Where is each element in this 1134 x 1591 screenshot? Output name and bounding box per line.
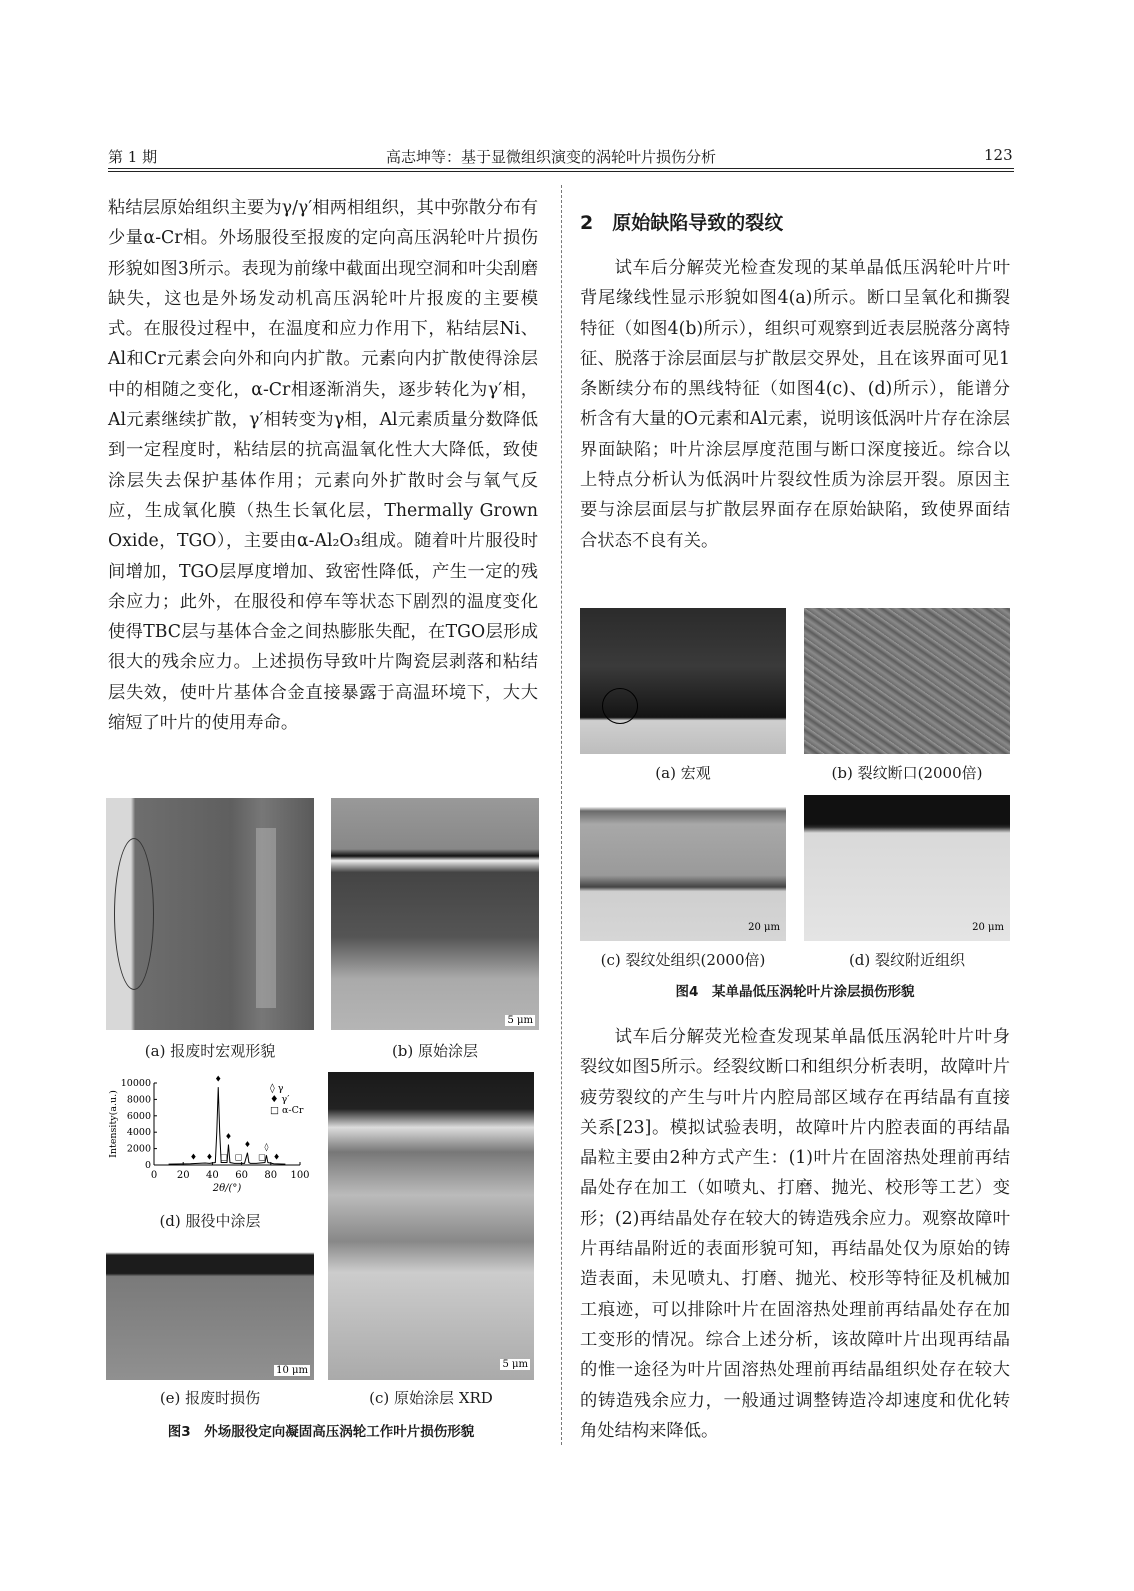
fig3c-scale-bar: 5 μm — [502, 1359, 528, 1370]
x-tick-label: 0 — [150, 1170, 158, 1181]
legend-entry: □ α-Cr — [270, 1105, 304, 1116]
y-axis-label: Intensity(a.u.) — [108, 1090, 119, 1158]
xrd-peak-marker: □ — [234, 1152, 243, 1162]
fig3e-caption: (e) 报废时损伤 — [159, 1389, 261, 1407]
y-tick-label: 0 — [144, 1160, 151, 1171]
y-tick-label: 2000 — [126, 1143, 151, 1155]
xrd-peak-marker: □ — [220, 1152, 228, 1162]
xrd-peak-marker: ♦ — [243, 1139, 252, 1149]
header-rule-thin — [108, 171, 1014, 172]
xrd-peak-marker: ◊ — [264, 1142, 269, 1152]
fig3a-macro-image — [106, 798, 314, 1030]
fig3e-damage-image — [106, 1238, 314, 1380]
fig3e-scale-bar: 10 μm — [276, 1365, 308, 1376]
legend-entry: ◊ γ — [270, 1083, 284, 1094]
x-tick-label: 80 — [264, 1170, 278, 1181]
xrd-peak-marker: ♦ — [189, 1152, 198, 1162]
figure3-caption: 图3 外场服役定向凝固高压涡轮工作叶片损伤形貌 — [167, 1424, 475, 1440]
x-tick-label: 100 — [290, 1170, 310, 1181]
x-axis-label: 2θ/(°) — [212, 1183, 242, 1194]
y-tick-label: 8000 — [126, 1094, 151, 1106]
fig4c-caption: (c) 裂纹处组织(2000倍) — [600, 951, 766, 969]
section-title: 2 原始缺陷导致的裂纹 — [580, 212, 784, 234]
fig4c-scale-bar: 20 μm — [748, 922, 780, 933]
fig3c-caption: (c) 原始涂层 XRD — [369, 1389, 493, 1407]
right-paragraph-2: 试车后分解荧光检查发现某单晶低压涡轮叶片叶身裂纹如图5所示。经裂纹断口和组织分析表明，故障叶片疲劳裂纹的产生与叶片内腔局部区域存在再结晶有直接关系[23]。模拟试验表明，故障叶片内腔表面的再结晶晶粒主要由2种方式产生：(1)叶片在固溶热处理前再结晶处存在加工（如喷丸、打磨、抛光、校形等工艺）变形；(2)再结晶处存在较大的铸造残余应力。观察故障叶片再结晶附近的表面形貌可知，再结晶处仅为原始的铸造表面，未见喷丸、打磨、抛光、校形等特征及机械加工痕迹，可以排除叶片在固溶热处理前再结晶处存在加工变形的情况。综合上述分析，该故障叶片出现再结晶的惟一途径为叶片固溶热处理前再结晶组织处存在较大的铸造残余应力，一般通过调整铸造冷却速度和优化转角处结构来降低。 — [580, 1027, 1010, 1441]
fig4d-near-crack-image — [804, 795, 1010, 941]
fig4b-fracture-image — [804, 608, 1010, 754]
xrd-peak-marker: □ — [258, 1152, 266, 1162]
header-rule — [108, 168, 1014, 169]
fig4c-crack-image — [580, 795, 786, 941]
fig3b-caption: (b) 原始涂层 — [391, 1042, 479, 1060]
fig3c-xrd-coating-image — [328, 1072, 534, 1380]
legend-entry: ♦ γ′ — [270, 1094, 290, 1105]
fig4a-caption: (a) 宏观 — [655, 764, 711, 782]
fig4d-caption: (d) 裂纹附近组织 — [848, 951, 966, 969]
fig3b-scale-bar: 5 μm — [507, 1015, 533, 1026]
page-number: 123 — [984, 146, 1013, 164]
xrd-peak-marker: ♦ — [214, 1075, 222, 1084]
fig3d-caption: (d) 服役中涂层 — [159, 1212, 261, 1230]
xrd-chart-svg — [106, 1075, 320, 1207]
xrd-peak-marker: ♦ — [224, 1131, 233, 1141]
fig3d-xrd-chart — [106, 1075, 320, 1207]
fig3b-coating-image — [331, 798, 539, 1030]
fig4b-caption: (b) 裂纹断口(2000倍) — [831, 764, 983, 782]
fig3a-caption: (a) 报废时宏观形貌 — [144, 1042, 276, 1060]
left-paragraph: 粘结层原始组织主要为γ/γ′相两相组织，其中弥散分布有少量α-Cr相。外场服役至报废的定向高压涡轮叶片损伤形貌如图3所示。表现为前缘中截面出现空洞和叶尖刮磨缺失，这也是外场发动机高压涡轮叶片报废的主要模式。在服役过程中，在温度和应力作用下，粘结层Ni、Al和Cr元素会向外和向内扩散。元素向内扩散使得涂层中的相随之变化，α-Cr相逐渐消失，逐步转化为γ′相，Al元素继续扩散，γ′相转变为γ相，Al元素质量分数降低到一定程度时，粘结层的抗高温氧化性大大降低，致使涂层失去保护基体作用；元素向外扩散时会与氧气反应，生成氧化膜（热生长氧化层，Thermally Grown Oxide，TGO），主要由α-Al₂O₃组成。随着叶片服役时间增加，TGO层厚度增加、致密性降低，产生一定的残余应力；此外，在服役和停车等状态下剧烈的温度变化使得TBC层与基体合金之间热膨胀失配，在TGO层形成很大的残余应力。上述损伤导致叶片陶瓷层剥落和粘结层失效，使叶片基体合金直接暴露于高温环境下，大大缩短了叶片的使用寿命。 — [108, 198, 538, 734]
xrd-peak-marker: ♦ — [205, 1152, 214, 1162]
x-tick-label: 60 — [235, 1170, 248, 1181]
figure4-caption: 图4 某单晶低压涡轮叶片涂层损伤形貌 — [675, 984, 915, 1000]
y-tick-label: 6000 — [126, 1110, 151, 1122]
fig4a-macro-image — [580, 608, 786, 754]
right-paragraph-1: 试车后分解荧光检查发现的某单晶低压涡轮叶片叶背尾缘线性显示形貌如图4(a)所示。断口呈氧化和撕裂特征（如图4(b)所示），组织可观察到近表层脱落分离特征、脱落于涂层面层与扩散层交界处，且在该界面可见1条断续分布的黑线特征（如图4(c)、(d)所示），能谱分析含有大量的O元素和Al元素，说明该低涡叶片存在涂层界面缺陷；叶片涂层厚度范围与断口深度接近。综合以上特点分析认为低涡叶片裂纹性质为涂层开裂。原因主要与涂层面层与扩散层界面存在原始缺陷，致使界面结合状态不良有关。 — [580, 258, 1010, 551]
x-tick-label: 40 — [206, 1170, 219, 1181]
y-tick-label: 10000 — [120, 1078, 151, 1089]
y-tick-label: 4000 — [126, 1127, 151, 1139]
journal-issue: 第 1 期 — [108, 148, 158, 166]
running-title: 高志坤等：基于显微组织演变的涡轮叶片损伤分析 — [386, 148, 717, 166]
x-tick-label: 20 — [176, 1170, 190, 1181]
column-separator — [561, 185, 562, 1445]
fig4d-scale-bar: 20 μm — [972, 922, 1004, 933]
xrd-peak-marker: ♦ — [273, 1152, 281, 1162]
